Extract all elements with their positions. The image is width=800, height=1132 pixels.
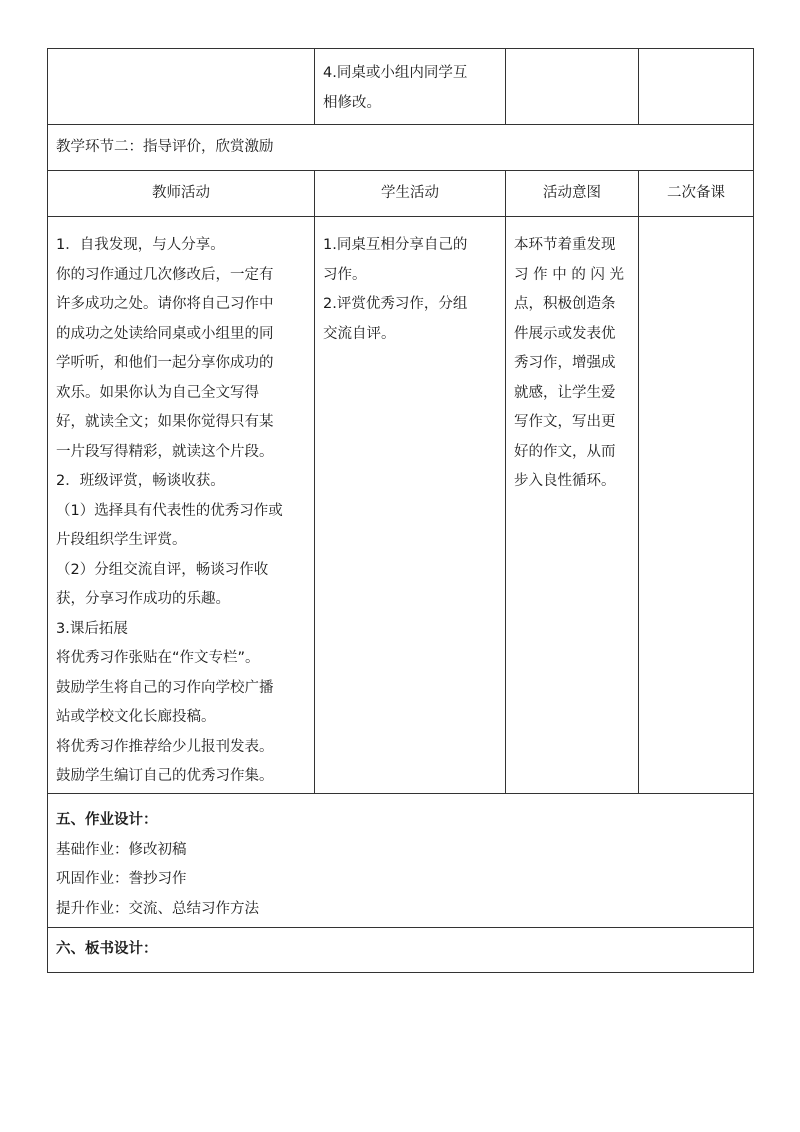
student-line: 习作。 xyxy=(323,266,367,283)
intent-line: 步入良性循环。 xyxy=(514,473,616,489)
teacher-line: 你的习作通过几次修改后，一定有 xyxy=(56,266,274,283)
teacher-line: 3.课后拓展 xyxy=(56,620,128,637)
top-teacher-cell xyxy=(48,49,315,125)
intent-line: 好的作文，从而 xyxy=(514,443,616,460)
header-student: 学生活动 xyxy=(315,171,506,217)
top-intent-cell xyxy=(506,49,639,125)
intent-line: 秀习作，增强成 xyxy=(514,355,616,371)
teacher-line: 好，就读全文；如果你觉得只有某 xyxy=(56,414,274,430)
homework-line: 巩固作业：誊抄习作 xyxy=(56,871,187,887)
teacher-activity-cell xyxy=(48,217,315,794)
homework-title: 五、作业设计： xyxy=(56,812,158,828)
intent-line: 点，积极创造条 xyxy=(514,296,616,312)
teacher-line: （2）分组交流自评，畅谈习作收 xyxy=(56,561,269,578)
teacher-line: 鼓励学生编订自己的优秀习作集。 xyxy=(56,768,274,784)
section2-title: 教学环节二：指导评价，欣赏激励 xyxy=(48,125,754,171)
header-intent: 活动意图 xyxy=(506,171,639,217)
teacher-line: 1．自我发现，与人分享。 xyxy=(56,237,225,253)
content-row xyxy=(48,217,754,794)
top-student-line: 相修改。 xyxy=(323,94,381,111)
intent-line: 件展示或发表优 xyxy=(514,325,616,342)
teacher-line: 欢乐。如果你认为自己全文写得 xyxy=(56,384,259,401)
teacher-line: 将优秀习作张贴在“作文专栏”。 xyxy=(56,650,260,666)
student-line: 1.同桌互相分享自己的 xyxy=(323,237,468,253)
teacher-line: 将优秀习作推荐给少儿报刊发表。 xyxy=(56,738,274,755)
teacher-line: 的成功之处读给同桌或小组里的同 xyxy=(56,325,274,342)
teacher-line: 获，分享习作成功的乐趣。 xyxy=(56,591,230,607)
teacher-line: 许多成功之处。请你将自己习作中 xyxy=(56,296,274,312)
teacher-line: 2．班级评赏，畅谈收获。 xyxy=(56,473,225,489)
board-row xyxy=(48,928,754,973)
teacher-line: 鼓励学生将自己的习作向学校广播 xyxy=(56,679,274,696)
top-backup-cell xyxy=(639,49,754,125)
homework-line: 基础作业：修改初稿 xyxy=(56,841,187,858)
top-row xyxy=(48,49,754,125)
homework-cell xyxy=(48,794,754,928)
lesson-plan-table xyxy=(47,48,754,973)
teacher-line: 站或学校文化长廊投稿。 xyxy=(56,709,216,725)
activity-intent-cell xyxy=(506,217,639,794)
teacher-line: 片段组织学生评赏。 xyxy=(56,532,187,548)
board-title: 六、板书设计： xyxy=(48,928,754,973)
student-line: 2.评赏优秀习作，分组 xyxy=(323,296,468,312)
homework-row xyxy=(48,794,754,928)
header-row xyxy=(48,171,754,217)
teacher-line: （1）选择具有代表性的优秀习作或 xyxy=(56,502,283,519)
student-line: 交流自评。 xyxy=(323,325,396,342)
homework-line: 提升作业：交流、总结习作方法 xyxy=(56,900,259,917)
top-student-line: 4.同桌或小组内同学互 xyxy=(323,65,468,81)
intent-line: 本环节着重发现 xyxy=(514,237,616,253)
student-activity-cell xyxy=(315,217,506,794)
intent-line: 写作文，写出更 xyxy=(514,414,616,430)
intent-line: 习 作 中 的 闪 光 xyxy=(514,266,625,283)
header-teacher: 教师活动 xyxy=(48,171,315,217)
header-backup: 二次备课 xyxy=(639,171,754,217)
section2-row xyxy=(48,125,754,171)
top-student-cell xyxy=(315,49,506,125)
teacher-line: 学听听，和他们一起分享你成功的 xyxy=(56,355,274,371)
intent-line: 就感，让学生爱 xyxy=(514,384,616,401)
second-prep-cell xyxy=(639,217,754,794)
teacher-line: 一片段写得精彩，就读这个片段。 xyxy=(56,443,274,460)
